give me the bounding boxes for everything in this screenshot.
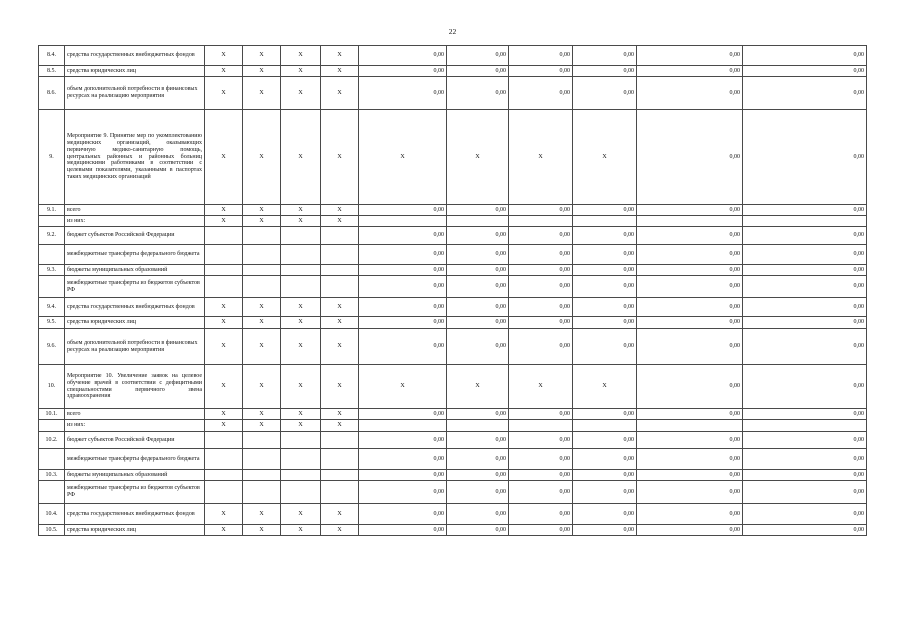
- value-cell: 0,00: [509, 205, 573, 216]
- value-cell: [281, 245, 321, 265]
- value-cell: 0,00: [573, 504, 637, 525]
- value-cell: 0,00: [743, 365, 867, 409]
- value-cell: X: [205, 329, 243, 365]
- value-cell: X: [243, 420, 281, 432]
- value-cell: 0,00: [573, 298, 637, 317]
- value-cell: X: [447, 110, 509, 205]
- row-number-cell: 8.4.: [39, 46, 65, 66]
- value-cell: 0,00: [743, 66, 867, 77]
- value-cell: 0,00: [573, 46, 637, 66]
- value-cell: 0,00: [447, 317, 509, 329]
- value-cell: 0,00: [447, 245, 509, 265]
- value-cell: 0,00: [509, 481, 573, 504]
- value-cell: 0,00: [509, 298, 573, 317]
- value-cell: [205, 245, 243, 265]
- value-cell: X: [321, 409, 359, 420]
- value-cell: 0,00: [743, 265, 867, 276]
- row-number-cell: 10.1.: [39, 409, 65, 420]
- value-cell: 0,00: [573, 276, 637, 298]
- value-cell: X: [243, 66, 281, 77]
- row-description-cell: средства юридических лиц: [65, 66, 205, 77]
- value-cell: X: [321, 298, 359, 317]
- value-cell: 0,00: [359, 265, 447, 276]
- value-cell: X: [243, 77, 281, 110]
- value-cell: 0,00: [743, 504, 867, 525]
- row-description-cell: бюджет субъектов Российской Федерации: [65, 432, 205, 449]
- value-cell: 0,00: [637, 227, 743, 245]
- table-row: [39, 317, 867, 329]
- value-cell: 0,00: [359, 470, 447, 481]
- table-row: [39, 409, 867, 420]
- value-cell: 0,00: [509, 329, 573, 365]
- table-row: [39, 77, 867, 110]
- table-row: [39, 298, 867, 317]
- value-cell: X: [509, 110, 573, 205]
- value-cell: X: [281, 329, 321, 365]
- value-cell: 0,00: [509, 276, 573, 298]
- value-cell: [359, 216, 447, 227]
- value-cell: 0,00: [359, 525, 447, 536]
- table-row: [39, 205, 867, 216]
- value-cell: [243, 245, 281, 265]
- value-cell: [743, 216, 867, 227]
- value-cell: 0,00: [637, 317, 743, 329]
- value-cell: [281, 227, 321, 245]
- value-cell: X: [321, 110, 359, 205]
- value-cell: [281, 276, 321, 298]
- value-cell: 0,00: [743, 317, 867, 329]
- value-cell: 0,00: [637, 276, 743, 298]
- value-cell: [205, 265, 243, 276]
- table-row: [39, 227, 867, 245]
- value-cell: [243, 470, 281, 481]
- row-number-cell: [39, 216, 65, 227]
- value-cell: X: [281, 46, 321, 66]
- table-row: [39, 449, 867, 470]
- value-cell: [243, 276, 281, 298]
- value-cell: 0,00: [743, 77, 867, 110]
- value-cell: X: [321, 504, 359, 525]
- value-cell: X: [205, 46, 243, 66]
- value-cell: [243, 227, 281, 245]
- value-cell: X: [573, 110, 637, 205]
- table-row: [39, 420, 867, 432]
- value-cell: 0,00: [637, 409, 743, 420]
- value-cell: X: [205, 317, 243, 329]
- value-cell: [573, 216, 637, 227]
- value-cell: 0,00: [637, 504, 743, 525]
- value-cell: X: [281, 66, 321, 77]
- table-row: [39, 432, 867, 449]
- value-cell: 0,00: [637, 329, 743, 365]
- row-number-cell: 9.5.: [39, 317, 65, 329]
- value-cell: 0,00: [447, 46, 509, 66]
- value-cell: 0,00: [637, 265, 743, 276]
- value-cell: 0,00: [743, 409, 867, 420]
- row-description-cell: межбюджетные трансферты из бюджетов субъектов РФ: [65, 481, 205, 504]
- value-cell: 0,00: [359, 205, 447, 216]
- value-cell: X: [243, 409, 281, 420]
- value-cell: 0,00: [573, 470, 637, 481]
- value-cell: [321, 245, 359, 265]
- value-cell: X: [359, 110, 447, 205]
- value-cell: X: [205, 525, 243, 536]
- value-cell: 0,00: [359, 77, 447, 110]
- value-cell: X: [321, 46, 359, 66]
- value-cell: [637, 420, 743, 432]
- value-cell: X: [205, 66, 243, 77]
- value-cell: X: [205, 110, 243, 205]
- value-cell: X: [281, 110, 321, 205]
- row-description-cell: всего: [65, 205, 205, 216]
- row-number-cell: 10.4.: [39, 504, 65, 525]
- value-cell: X: [205, 298, 243, 317]
- value-cell: 0,00: [637, 66, 743, 77]
- value-cell: [743, 420, 867, 432]
- row-description-cell: средства государственных внебюджетных фондов: [65, 504, 205, 525]
- value-cell: [321, 449, 359, 470]
- value-cell: 0,00: [573, 245, 637, 265]
- value-cell: [321, 265, 359, 276]
- value-cell: 0,00: [573, 265, 637, 276]
- row-description-cell: Мероприятие 10. Увеличение заявок на целевое обучение врачей в соответствии с дефицитными специальностями первичного звена здравоохранения: [65, 365, 205, 409]
- value-cell: 0,00: [509, 525, 573, 536]
- value-cell: X: [205, 205, 243, 216]
- value-cell: X: [321, 420, 359, 432]
- value-cell: 0,00: [743, 46, 867, 66]
- row-description-cell: объем дополнительной потребности в финансовых ресурсах на реализацию мероприятия: [65, 77, 205, 110]
- row-number-cell: 9.2.: [39, 227, 65, 245]
- value-cell: 0,00: [573, 449, 637, 470]
- value-cell: 0,00: [359, 409, 447, 420]
- value-cell: 0,00: [743, 276, 867, 298]
- row-number-cell: 10.2.: [39, 432, 65, 449]
- value-cell: 0,00: [637, 77, 743, 110]
- value-cell: 0,00: [743, 110, 867, 205]
- row-number-cell: 9.4.: [39, 298, 65, 317]
- value-cell: 0,00: [447, 409, 509, 420]
- value-cell: [321, 432, 359, 449]
- value-cell: X: [281, 420, 321, 432]
- value-cell: [205, 470, 243, 481]
- value-cell: 0,00: [509, 432, 573, 449]
- value-cell: 0,00: [447, 481, 509, 504]
- value-cell: 0,00: [359, 504, 447, 525]
- value-cell: 0,00: [509, 449, 573, 470]
- value-cell: X: [243, 329, 281, 365]
- value-cell: 0,00: [447, 329, 509, 365]
- value-cell: X: [281, 216, 321, 227]
- value-cell: 0,00: [637, 432, 743, 449]
- value-cell: [243, 265, 281, 276]
- value-cell: 0,00: [359, 449, 447, 470]
- value-cell: 0,00: [637, 46, 743, 66]
- table-row: [39, 525, 867, 536]
- table-row: [39, 504, 867, 525]
- value-cell: 0,00: [637, 205, 743, 216]
- value-cell: 0,00: [509, 317, 573, 329]
- value-cell: 0,00: [359, 432, 447, 449]
- row-description-cell: бюджеты муниципальных образований: [65, 265, 205, 276]
- budget-table: [38, 45, 867, 536]
- value-cell: X: [281, 365, 321, 409]
- value-cell: X: [281, 77, 321, 110]
- value-cell: 0,00: [743, 245, 867, 265]
- value-cell: 0,00: [359, 46, 447, 66]
- value-cell: 0,00: [359, 276, 447, 298]
- value-cell: X: [321, 77, 359, 110]
- value-cell: 0,00: [637, 110, 743, 205]
- value-cell: X: [243, 110, 281, 205]
- table-row: [39, 110, 867, 205]
- value-cell: X: [243, 205, 281, 216]
- row-number-cell: [39, 481, 65, 504]
- value-cell: [321, 481, 359, 504]
- value-cell: X: [243, 504, 281, 525]
- value-cell: 0,00: [447, 298, 509, 317]
- value-cell: 0,00: [359, 329, 447, 365]
- table-row: [39, 265, 867, 276]
- row-number-cell: 8.6.: [39, 77, 65, 110]
- value-cell: 0,00: [743, 329, 867, 365]
- value-cell: X: [205, 77, 243, 110]
- row-description-cell: межбюджетные трансферты из бюджетов субъектов РФ: [65, 276, 205, 298]
- row-description-cell: межбюджетные трансферты федерального бюджета: [65, 449, 205, 470]
- value-cell: [281, 470, 321, 481]
- value-cell: 0,00: [359, 245, 447, 265]
- row-description-cell: средства юридических лиц: [65, 525, 205, 536]
- value-cell: 0,00: [637, 481, 743, 504]
- value-cell: 0,00: [573, 409, 637, 420]
- value-cell: 0,00: [637, 245, 743, 265]
- value-cell: 0,00: [509, 245, 573, 265]
- value-cell: 0,00: [743, 205, 867, 216]
- value-cell: 0,00: [637, 525, 743, 536]
- value-cell: 0,00: [573, 317, 637, 329]
- value-cell: 0,00: [509, 77, 573, 110]
- value-cell: X: [205, 420, 243, 432]
- value-cell: 0,00: [509, 227, 573, 245]
- value-cell: 0,00: [447, 205, 509, 216]
- value-cell: [243, 449, 281, 470]
- value-cell: X: [243, 46, 281, 66]
- value-cell: 0,00: [447, 432, 509, 449]
- row-number-cell: 10.: [39, 365, 65, 409]
- value-cell: 0,00: [573, 481, 637, 504]
- value-cell: X: [243, 216, 281, 227]
- value-cell: X: [243, 365, 281, 409]
- value-cell: 0,00: [509, 265, 573, 276]
- page-number: 22: [448, 27, 457, 36]
- value-cell: [281, 481, 321, 504]
- value-cell: [321, 227, 359, 245]
- value-cell: X: [281, 205, 321, 216]
- row-number-cell: [39, 276, 65, 298]
- value-cell: [447, 420, 509, 432]
- value-cell: 0,00: [573, 329, 637, 365]
- value-cell: 0,00: [359, 227, 447, 245]
- value-cell: X: [321, 525, 359, 536]
- value-cell: X: [243, 525, 281, 536]
- value-cell: [205, 432, 243, 449]
- value-cell: 0,00: [743, 449, 867, 470]
- value-cell: X: [205, 216, 243, 227]
- row-description-cell: из них:: [65, 216, 205, 227]
- value-cell: 0,00: [743, 470, 867, 481]
- value-cell: 0,00: [637, 470, 743, 481]
- value-cell: [321, 470, 359, 481]
- value-cell: [205, 227, 243, 245]
- row-number-cell: 9.: [39, 110, 65, 205]
- value-cell: 0,00: [573, 66, 637, 77]
- value-cell: X: [321, 205, 359, 216]
- value-cell: 0,00: [743, 298, 867, 317]
- value-cell: 0,00: [447, 66, 509, 77]
- value-cell: X: [205, 365, 243, 409]
- value-cell: [281, 265, 321, 276]
- value-cell: X: [243, 298, 281, 317]
- value-cell: [205, 481, 243, 504]
- value-cell: 0,00: [447, 470, 509, 481]
- row-number-cell: [39, 245, 65, 265]
- value-cell: 0,00: [573, 205, 637, 216]
- value-cell: 0,00: [573, 77, 637, 110]
- value-cell: 0,00: [573, 525, 637, 536]
- row-number-cell: 8.5.: [39, 66, 65, 77]
- value-cell: 0,00: [447, 525, 509, 536]
- value-cell: X: [281, 298, 321, 317]
- value-cell: 0,00: [447, 449, 509, 470]
- value-cell: X: [321, 329, 359, 365]
- value-cell: 0,00: [359, 66, 447, 77]
- value-cell: 0,00: [447, 77, 509, 110]
- value-cell: [281, 449, 321, 470]
- value-cell: 0,00: [447, 504, 509, 525]
- value-cell: X: [509, 365, 573, 409]
- row-number-cell: [39, 449, 65, 470]
- table-row: [39, 276, 867, 298]
- value-cell: X: [573, 365, 637, 409]
- value-cell: 0,00: [447, 265, 509, 276]
- value-cell: [281, 432, 321, 449]
- value-cell: [509, 420, 573, 432]
- row-description-cell: объем дополнительной потребности в финансовых ресурсах на реализацию мероприятия: [65, 329, 205, 365]
- table-row: [39, 66, 867, 77]
- row-description-cell: всего: [65, 409, 205, 420]
- value-cell: 0,00: [509, 46, 573, 66]
- value-cell: X: [205, 409, 243, 420]
- table-row: [39, 245, 867, 265]
- row-number-cell: [39, 420, 65, 432]
- value-cell: 0,00: [743, 481, 867, 504]
- value-cell: 0,00: [637, 365, 743, 409]
- table-row: [39, 329, 867, 365]
- value-cell: 0,00: [359, 317, 447, 329]
- value-cell: [573, 420, 637, 432]
- table-row: [39, 470, 867, 481]
- value-cell: [243, 432, 281, 449]
- value-cell: [637, 216, 743, 227]
- value-cell: [359, 420, 447, 432]
- value-cell: X: [281, 317, 321, 329]
- value-cell: 0,00: [637, 449, 743, 470]
- value-cell: X: [281, 504, 321, 525]
- value-cell: 0,00: [447, 276, 509, 298]
- table-row: [39, 46, 867, 66]
- row-description-cell: бюджет субъектов Российской Федерации: [65, 227, 205, 245]
- table-row: [39, 481, 867, 504]
- row-description-cell: средства государственных внебюджетных фондов: [65, 298, 205, 317]
- value-cell: 0,00: [509, 66, 573, 77]
- row-description-cell: Мероприятие 9. Принятие мер по укомплектованию медицинских организаций, оказывающих первичную медико-санитарную помощь, центральных районных и районных больниц медицинскими работниками в соответствии с целевыми показателями, указанными в паспортах таких медицинских организаций: [65, 110, 205, 205]
- value-cell: X: [359, 365, 447, 409]
- value-cell: 0,00: [743, 227, 867, 245]
- value-cell: 0,00: [743, 525, 867, 536]
- value-cell: 0,00: [359, 298, 447, 317]
- row-description-cell: средства юридических лиц: [65, 317, 205, 329]
- value-cell: [205, 449, 243, 470]
- value-cell: [509, 216, 573, 227]
- value-cell: X: [447, 365, 509, 409]
- value-cell: 0,00: [637, 298, 743, 317]
- value-cell: X: [321, 216, 359, 227]
- value-cell: 0,00: [573, 432, 637, 449]
- value-cell: 0,00: [509, 470, 573, 481]
- row-description-cell: межбюджетные трансферты федерального бюджета: [65, 245, 205, 265]
- value-cell: 0,00: [743, 432, 867, 449]
- value-cell: [205, 276, 243, 298]
- value-cell: 0,00: [447, 227, 509, 245]
- row-description-cell: бюджеты муниципальных образований: [65, 470, 205, 481]
- value-cell: X: [281, 409, 321, 420]
- row-number-cell: 9.6.: [39, 329, 65, 365]
- value-cell: X: [321, 365, 359, 409]
- value-cell: [321, 276, 359, 298]
- value-cell: 0,00: [509, 504, 573, 525]
- value-cell: X: [205, 504, 243, 525]
- value-cell: X: [321, 66, 359, 77]
- value-cell: X: [243, 317, 281, 329]
- row-number-cell: 9.3.: [39, 265, 65, 276]
- value-cell: X: [281, 525, 321, 536]
- value-cell: 0,00: [359, 481, 447, 504]
- value-cell: 0,00: [509, 409, 573, 420]
- table-body: [39, 46, 867, 536]
- row-description-cell: из них:: [65, 420, 205, 432]
- value-cell: [447, 216, 509, 227]
- row-description-cell: средства государственных внебюджетных фондов: [65, 46, 205, 66]
- row-number-cell: 10.3.: [39, 470, 65, 481]
- table-row: [39, 365, 867, 409]
- row-number-cell: 9.1.: [39, 205, 65, 216]
- row-number-cell: 10.5.: [39, 525, 65, 536]
- value-cell: 0,00: [573, 227, 637, 245]
- value-cell: X: [321, 317, 359, 329]
- value-cell: [243, 481, 281, 504]
- table-row: [39, 216, 867, 227]
